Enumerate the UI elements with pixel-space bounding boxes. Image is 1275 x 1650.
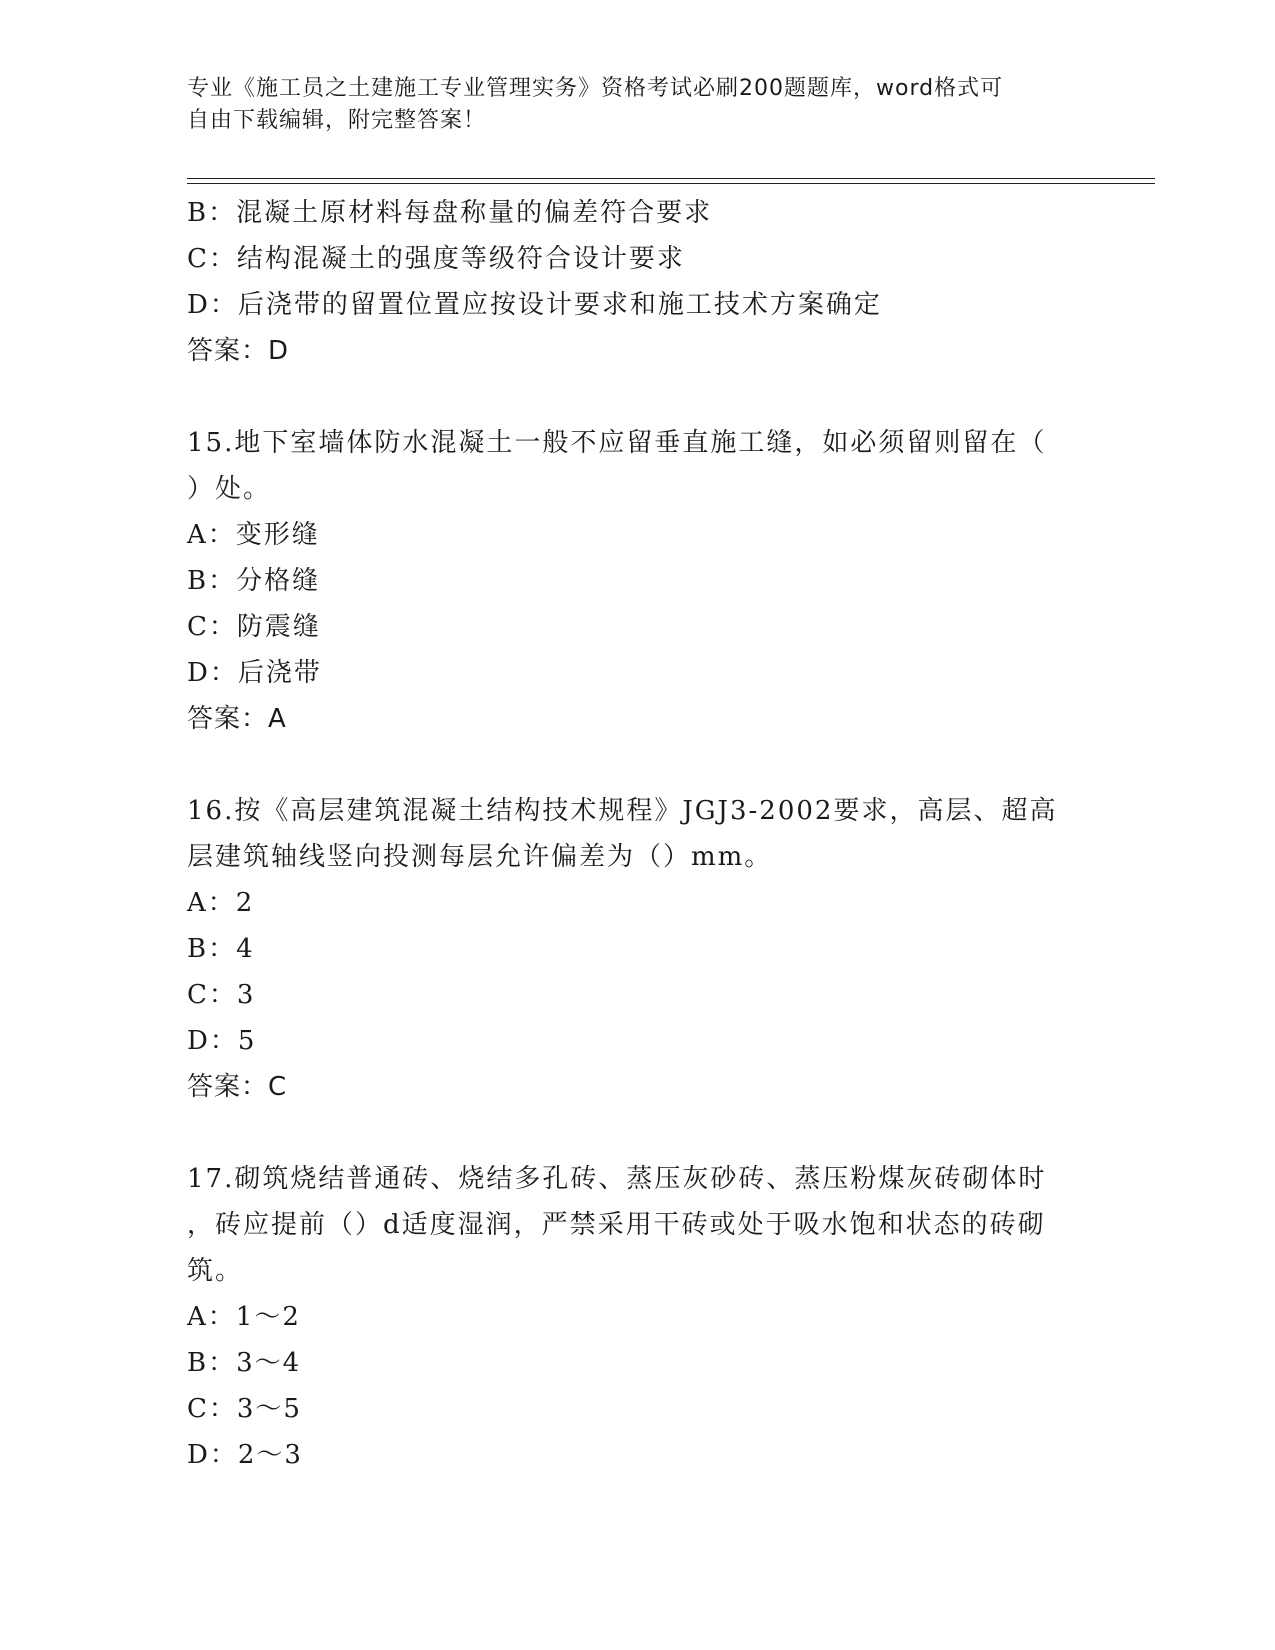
answer-line: 答案：A <box>187 704 287 734</box>
option-a: A：2 <box>187 888 255 918</box>
option-d: D：2～3 <box>187 1440 303 1470</box>
option-d: D：5 <box>187 1026 257 1056</box>
question-text: 层建筑轴线竖向投测每层允许偏差为（）mm。 <box>187 842 773 872</box>
option-c: C：3 <box>187 980 256 1010</box>
option-a: A：变形缝 <box>187 520 320 550</box>
header-divider-bottom <box>187 183 1155 184</box>
question-content <box>187 190 1087 1478</box>
header-line-1: 专业《施工员之土建施工专业管理实务》资格考试必刷200题题库，word格式可 <box>187 76 1004 101</box>
answer-line: 答案：C <box>187 1072 288 1102</box>
question-text: 17.砌筑烧结普通砖、烧结多孔砖、蒸压灰砂砖、蒸压粉煤灰砖砌体时 <box>187 1164 1047 1194</box>
question-17 <box>187 1156 1087 1478</box>
option-b: B：混凝土原材料每盘称量的偏差符合要求 <box>187 198 713 228</box>
option-d: D：后浇带的留置位置应按设计要求和施工技术方案确定 <box>187 290 882 320</box>
document-header <box>187 73 1067 137</box>
header-divider-top <box>187 178 1155 179</box>
option-d: D：后浇带 <box>187 658 322 688</box>
question-text: ，砖应提前（）d适度湿润，严禁采用干砖或处于吸水饱和状态的砖砌 <box>187 1210 1046 1240</box>
question-text: ）处。 <box>187 474 272 504</box>
option-c: C：结构混凝土的强度等级符合设计要求 <box>187 244 685 274</box>
question-16 <box>187 788 1087 1110</box>
option-b: B：4 <box>187 934 255 964</box>
question-text: 15.地下室墙体防水混凝土一般不应留垂直施工缝，如必须留则留在（ <box>187 428 1047 458</box>
header-line-2: 自由下载编辑，附完整答案！ <box>187 108 487 133</box>
question-text: 筑。 <box>187 1256 244 1286</box>
option-b: B：分格缝 <box>187 566 321 596</box>
option-b: B：3～4 <box>187 1348 302 1378</box>
answer-line: 答案：D <box>187 336 290 366</box>
option-c: C：3～5 <box>187 1394 302 1424</box>
question-15 <box>187 420 1087 742</box>
question-text: 16.按《高层建筑混凝土结构技术规程》JGJ3-2002要求，高层、超高 <box>187 796 1058 826</box>
previous-question-tail <box>187 190 1087 374</box>
option-a: A：1～2 <box>187 1302 301 1332</box>
option-c: C：防震缝 <box>187 612 321 642</box>
